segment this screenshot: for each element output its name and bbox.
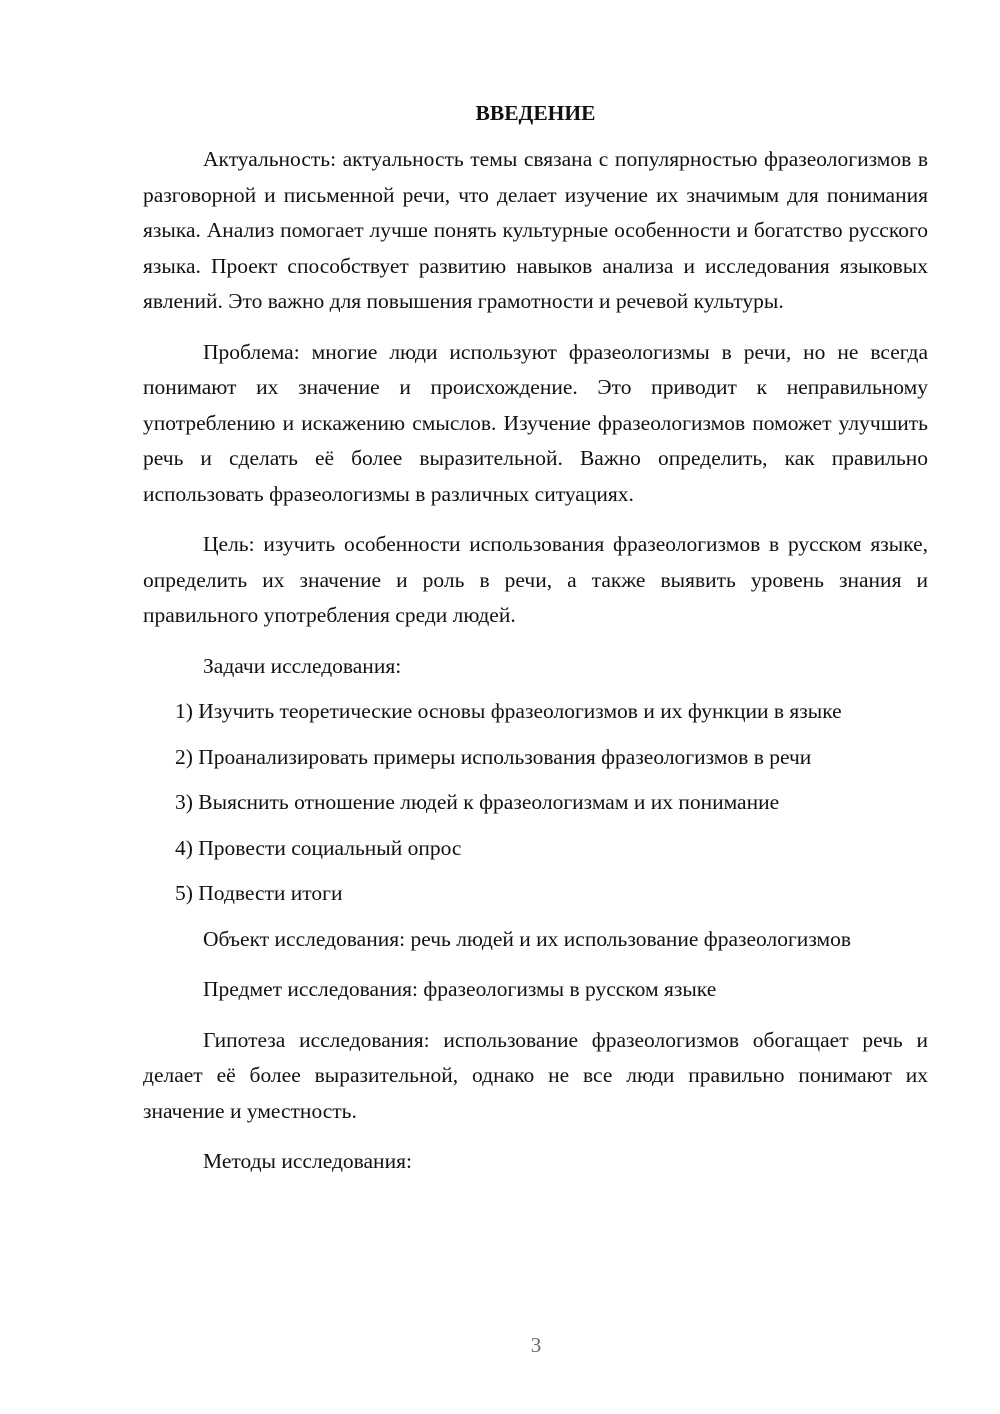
paragraph-problem: Проблема: многие люди используют фразеологизмы в речи, но не всегда понимают их значение и происхождение. Это приводит к неправильному употреблению и искажению смыслов. Изучение фразеологизмов поможет улучшить речь и сделать её более выразительной. Важно определить, как правильно использовать фразеологизмы в различных ситуациях. [143, 339, 928, 506]
task-item: 1) Изучить теоретические основы фразеологизмов и их функции в языке [175, 699, 842, 723]
paragraph-relevance: Актуальность: актуальность темы связана с популярностью фразеологизмов в разговорной и письменной речи, что делает изучение их значимым для понимания языка. Анализ помогает лучше понять культурные особенности и богатство русского языка. Проект способствует развитию навыков анализа и исследования языковых явлений. Это важно для повышения грамотности и речевой культуры. [143, 147, 928, 313]
task-item: 5) Подвести итоги [175, 881, 343, 905]
paragraph-goal: Цель: изучить особенности использования фразеологизмов в русском языке, определить их значение и роль в речи, а также выявить уровень знания и правильного употребления среди людей. [143, 532, 928, 627]
paragraph-hypothesis: Гипотеза исследования: использование фразеологизмов обогащает речь и делает её более выразительной, однако не все люди правильно понимают их значение и уместность. [143, 1027, 928, 1123]
methods-heading: Методы исследования: [203, 1149, 412, 1173]
tasks-heading: Задачи исследования: [203, 653, 402, 678]
task-item: 3) Выяснить отношение людей к фразеологизмам и их понимание [175, 790, 780, 814]
page-number: 3 [530, 1333, 542, 1357]
page-content [143, 96, 928, 1195]
task-item: 2) Проанализировать примеры использования фразеологизмов в речи [175, 744, 812, 769]
section-title: ВВЕДЕНИЕ [475, 101, 596, 125]
task-item: 4) Провести социальный опрос [175, 835, 462, 860]
paragraph-subject: Предмет исследования: фразеологизмы в русском языке [203, 977, 717, 1001]
paragraph-object: Объект исследования: речь людей и их использование фразеологизмов [203, 926, 852, 951]
